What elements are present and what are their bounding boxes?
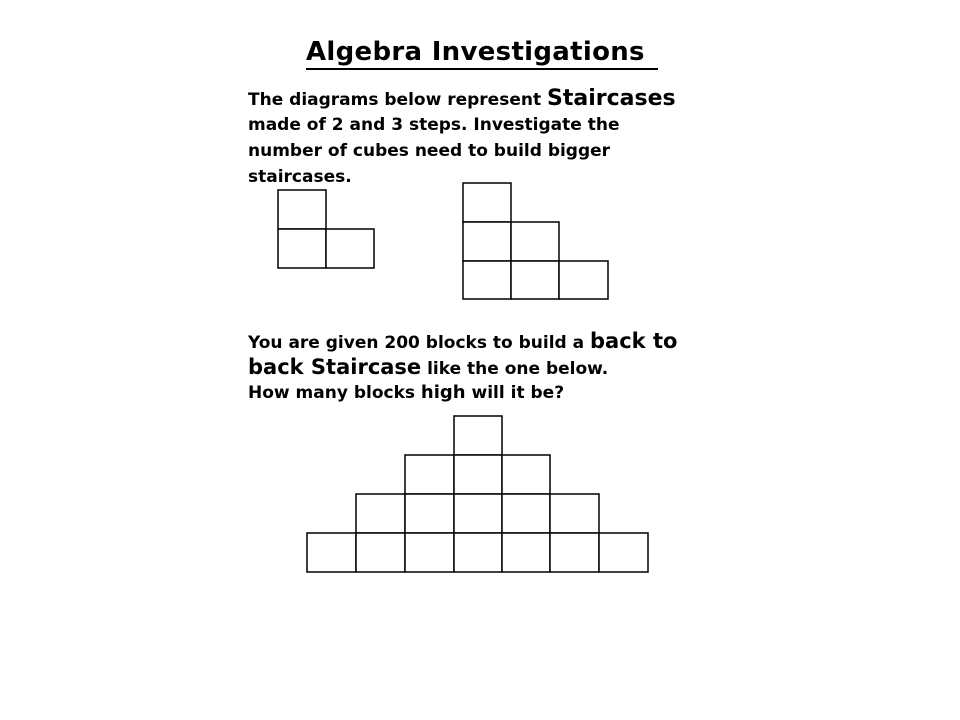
cube	[454, 533, 502, 572]
back-staircase-emphasis: back Staircase	[248, 355, 422, 379]
intro-line-2: made of 2 and 3 steps. Investigate the	[248, 115, 620, 135]
back-to-emphasis: back to	[590, 329, 678, 353]
cube	[511, 261, 559, 299]
cube	[405, 533, 454, 572]
page-title: Algebra Investigations	[306, 37, 645, 67]
cube	[454, 416, 502, 455]
cube	[502, 494, 550, 533]
cube	[550, 533, 599, 572]
cube	[278, 190, 326, 229]
task-line-3-end: will it be?	[465, 383, 565, 403]
cube	[326, 229, 374, 268]
task-line-3-text: How many blocks	[248, 383, 421, 403]
cube	[278, 229, 326, 268]
cube	[511, 222, 559, 261]
intro-line-3: number of cubes need to build bigger	[248, 141, 611, 161]
staircase-2-steps	[278, 190, 374, 268]
intro-line-1-text: The diagrams below represent	[248, 90, 548, 110]
cube	[356, 533, 405, 572]
high-emphasis: high	[420, 382, 466, 403]
cube	[463, 261, 511, 299]
back-to-back-staircase	[307, 416, 648, 572]
cube	[463, 183, 511, 222]
staircase-3-steps	[463, 183, 608, 299]
cube	[454, 494, 502, 533]
cube	[550, 494, 599, 533]
cube	[405, 455, 454, 494]
cube	[454, 455, 502, 494]
cube	[463, 222, 511, 261]
task-line-2	[248, 354, 677, 380]
cube	[502, 533, 550, 572]
cube	[356, 494, 405, 533]
task-line-2-text: like the one below.	[421, 359, 609, 379]
task-line-1-text: You are given 200 blocks to build a	[248, 333, 591, 353]
cube	[502, 455, 550, 494]
cube	[405, 494, 454, 533]
cube	[559, 261, 608, 299]
intro-line-4: staircases.	[248, 167, 352, 187]
cube	[599, 533, 648, 572]
task-line-1	[248, 328, 677, 354]
task-line-3	[248, 380, 677, 406]
staircases-emphasis: Staircases	[547, 86, 676, 111]
cube	[307, 533, 356, 572]
task-paragraph	[248, 328, 677, 406]
